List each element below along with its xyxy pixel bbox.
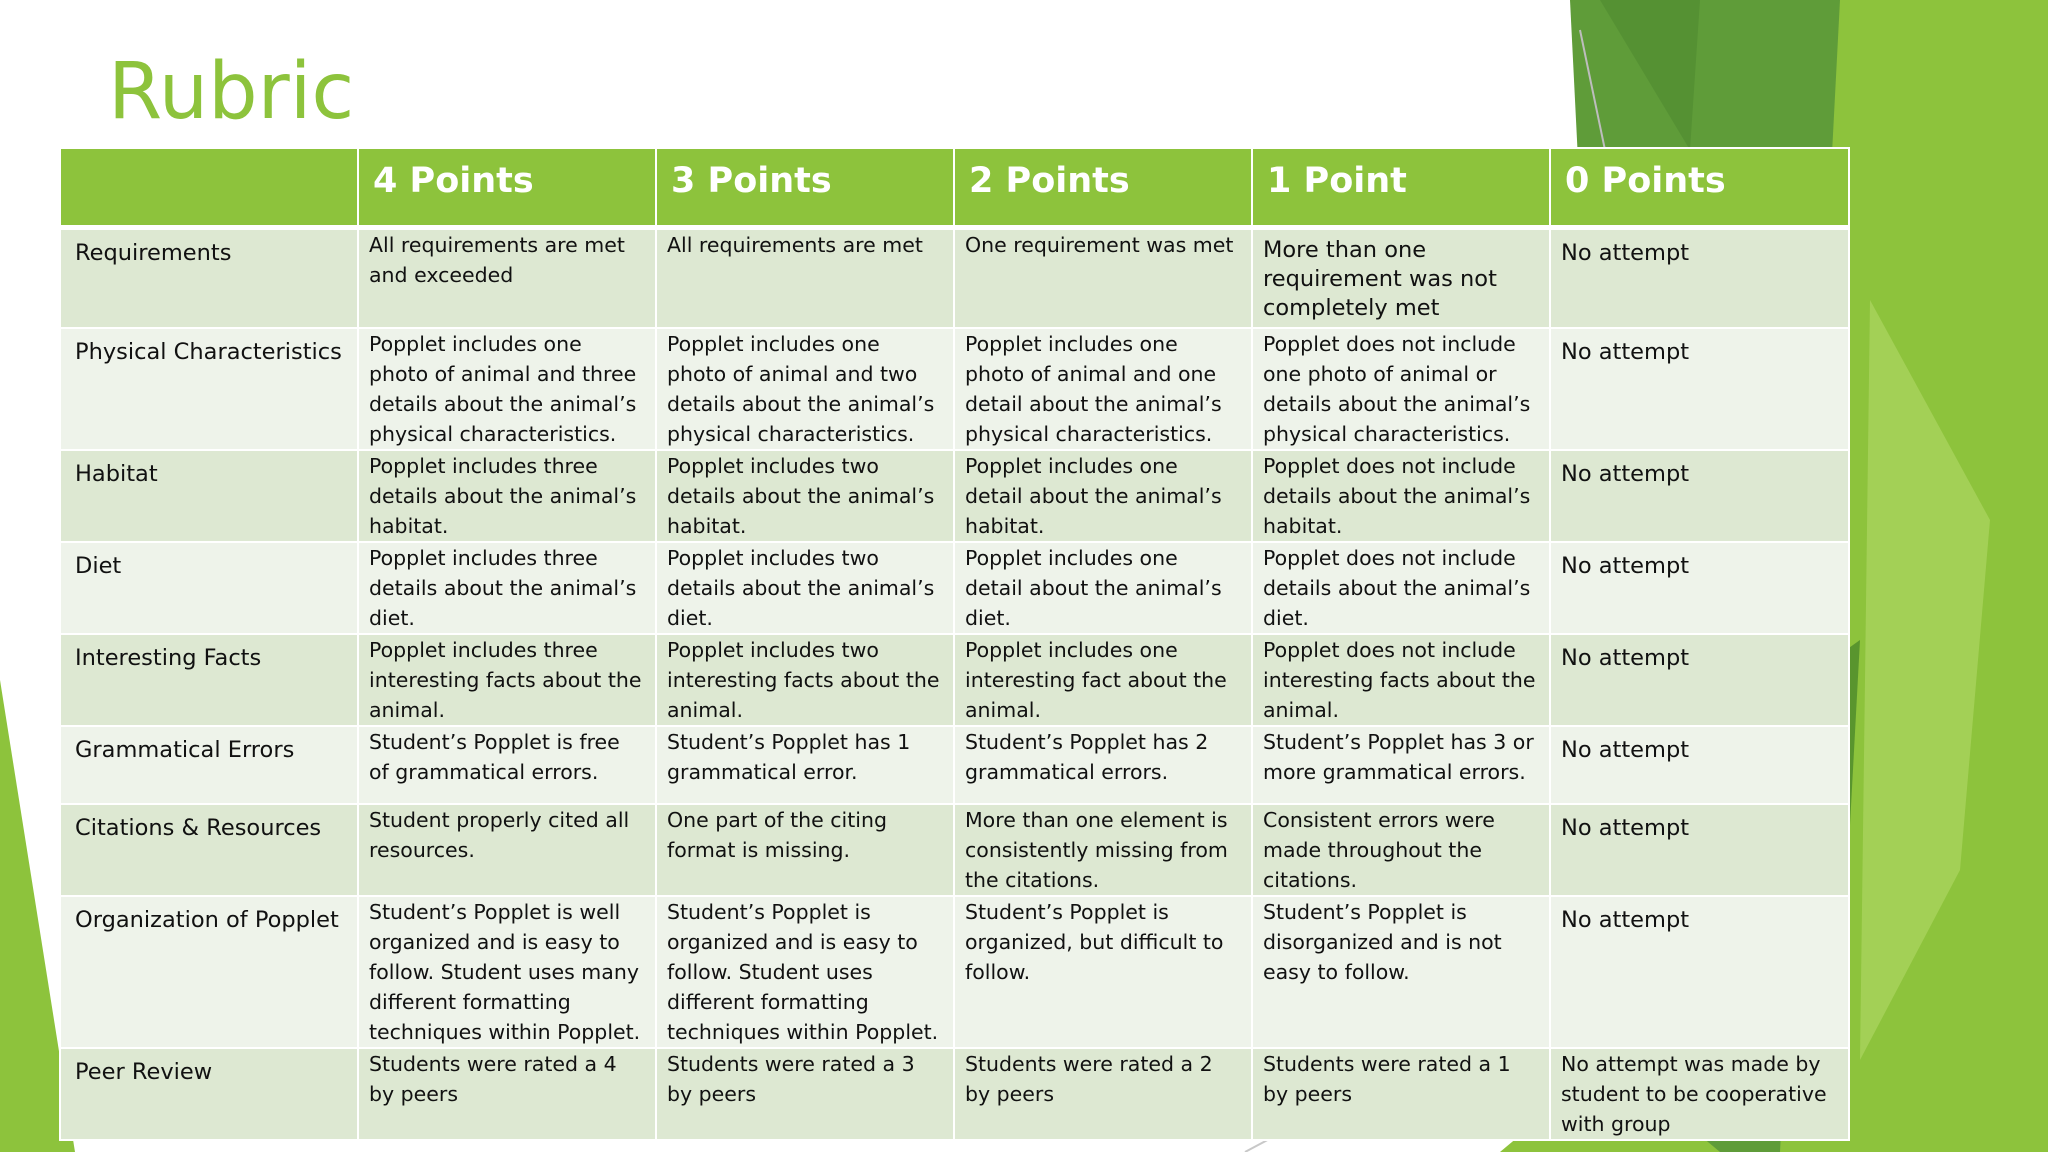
criterion-cell: Interesting Facts [60, 634, 358, 726]
score-2-cell: One requirement was met [954, 227, 1252, 328]
rubric-table [59, 147, 1850, 1141]
score-2-cell: Student’s Popplet has 2 grammatical errors. [954, 726, 1252, 804]
score-0-cell: No attempt [1550, 227, 1849, 328]
table-row [60, 804, 1849, 896]
score-0-cell: No attempt [1550, 804, 1849, 896]
score-0-cell: No attempt [1550, 542, 1849, 634]
score-4-cell: Student’s Popplet is well organized and is easy to follow. Student uses many different formatting techniques within Popplet. [358, 896, 656, 1048]
header-0-points: 0 Points [1550, 148, 1849, 227]
table-row [60, 634, 1849, 726]
header-criteria [60, 148, 358, 227]
score-1-cell: Popplet does not include details about the animal’s habitat. [1252, 450, 1550, 542]
score-0-cell: No attempt [1550, 896, 1849, 1048]
score-4-cell: All requirements are met and exceeded [358, 227, 656, 328]
score-3-cell: Student’s Popplet has 1 grammatical error. [656, 726, 954, 804]
score-3-cell: One part of the citing format is missing. [656, 804, 954, 896]
table-row [60, 726, 1849, 804]
criterion-cell: Citations & Resources [60, 804, 358, 896]
score-4-cell: Popplet includes three details about the animal’s diet. [358, 542, 656, 634]
score-4-cell: Popplet includes one photo of animal and three details about the animal’s physical characteristics. [358, 328, 656, 450]
header-row [60, 148, 1849, 227]
score-1-cell: Popplet does not include interesting facts about the animal. [1252, 634, 1550, 726]
score-3-cell: Popplet includes two details about the animal’s habitat. [656, 450, 954, 542]
table-row [60, 542, 1849, 634]
score-2-cell: Popplet includes one detail about the animal’s diet. [954, 542, 1252, 634]
score-3-cell: Popplet includes two interesting facts about the animal. [656, 634, 954, 726]
score-1-cell: Consistent errors were made throughout the citations. [1252, 804, 1550, 896]
score-1-cell: More than one requirement was not completely met [1252, 227, 1550, 328]
table-row [60, 450, 1849, 542]
score-4-cell: Students were rated a 4 by peers [358, 1048, 656, 1140]
score-0-cell: No attempt [1550, 634, 1849, 726]
score-2-cell: Popplet includes one detail about the animal’s habitat. [954, 450, 1252, 542]
criterion-cell: Grammatical Errors [60, 726, 358, 804]
score-3-cell: Students were rated a 3 by peers [656, 1048, 954, 1140]
score-2-cell: Students were rated a 2 by peers [954, 1048, 1252, 1140]
criterion-cell: Physical Characteristics [60, 328, 358, 450]
score-1-cell: Student’s Popplet is disorganized and is not easy to follow. [1252, 896, 1550, 1048]
score-3-cell: Popplet includes two details about the animal’s diet. [656, 542, 954, 634]
score-0-cell: No attempt [1550, 726, 1849, 804]
score-1-cell: Student’s Popplet has 3 or more grammatical errors. [1252, 726, 1550, 804]
score-4-cell: Popplet includes three details about the animal’s habitat. [358, 450, 656, 542]
table-row [60, 1048, 1849, 1140]
criterion-cell: Organization of Popplet [60, 896, 358, 1048]
criterion-cell: Requirements [60, 227, 358, 328]
criterion-cell: Diet [60, 542, 358, 634]
score-0-cell: No attempt was made by student to be cooperative with group [1550, 1048, 1849, 1140]
score-1-cell: Popplet does not include details about the animal’s diet. [1252, 542, 1550, 634]
header-3-points: 3 Points [656, 148, 954, 227]
table-row [60, 896, 1849, 1048]
score-4-cell: Student’s Popplet is free of grammatical errors. [358, 726, 656, 804]
score-4-cell: Student properly cited all resources. [358, 804, 656, 896]
score-2-cell: More than one element is consistently missing from the citations. [954, 804, 1252, 896]
score-4-cell: Popplet includes three interesting facts about the animal. [358, 634, 656, 726]
score-2-cell: Popplet includes one photo of animal and one detail about the animal’s physical characteristics. [954, 328, 1252, 450]
score-0-cell: No attempt [1550, 328, 1849, 450]
score-2-cell: Student’s Popplet is organized, but difficult to follow. [954, 896, 1252, 1048]
score-3-cell: Popplet includes one photo of animal and two details about the animal’s physical characteristics. [656, 328, 954, 450]
header-1-point: 1 Point [1252, 148, 1550, 227]
header-4-points: 4 Points [358, 148, 656, 227]
score-3-cell: Student’s Popplet is organized and is easy to follow. Student uses different formatting techniques within Popplet. [656, 896, 954, 1048]
table-row [60, 227, 1849, 328]
slide-title: Rubric [108, 47, 355, 137]
score-1-cell: Popplet does not include one photo of animal or details about the animal’s physical characteristics. [1252, 328, 1550, 450]
score-1-cell: Students were rated a 1 by peers [1252, 1048, 1550, 1140]
criterion-cell: Habitat [60, 450, 358, 542]
score-3-cell: All requirements are met [656, 227, 954, 328]
score-0-cell: No attempt [1550, 450, 1849, 542]
header-2-points: 2 Points [954, 148, 1252, 227]
criterion-cell: Peer Review [60, 1048, 358, 1140]
score-2-cell: Popplet includes one interesting fact about the animal. [954, 634, 1252, 726]
table-row [60, 328, 1849, 450]
